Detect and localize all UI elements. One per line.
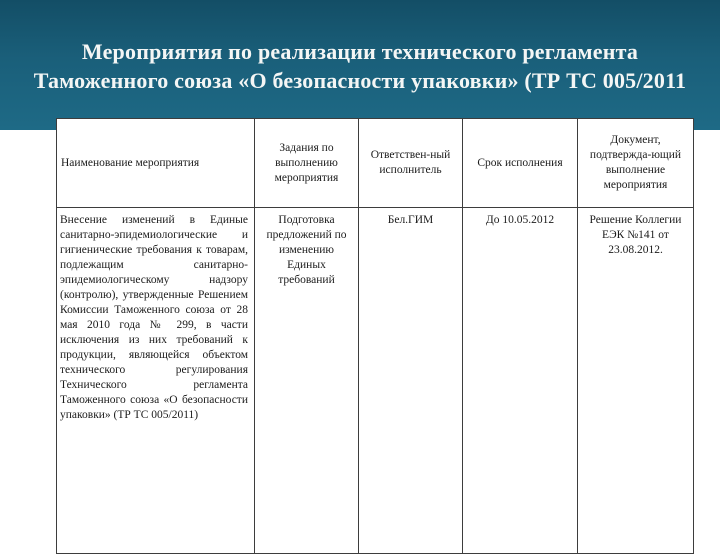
header-deadline: Срок исполнения: [463, 119, 578, 208]
cell-confirming-document: Решение Коллегии ЕЭК №141 от 23.08.2012.: [578, 208, 694, 554]
cell-measure-name: [57, 208, 255, 554]
cell-tasks: Подготовка предложений по изменению Единых требований: [255, 208, 359, 554]
header-responsible: Ответствен-ный исполнитель: [359, 119, 463, 208]
measures-table: [56, 118, 694, 554]
cell-responsible: Бел.ГИМ: [359, 208, 463, 554]
table-row: [57, 208, 694, 554]
cell-deadline: До 10.05.2012: [463, 208, 578, 554]
header-measure-name: Наименование мероприятия: [57, 119, 255, 208]
measure-name-text: Внесение изменений в Единые санитарно-эпидемиологические и гигиенические требования к товарам, подлежащим санитарно-эпидемиологическому надзору (контролю), утвержденные Решением Комиссии Таможенного союза от 28 мая 2010 года № 299, в части исключения из них требований к продукции, являющейся объектом технического регулирования Технического регламента Таможенного союза «О безопасности упаковки» (ТР ТС 005/2011): [60, 214, 248, 421]
slide-title: Мероприятия по реализации технического регламента Таможенного союза «О безопасности упаковки» (ТР ТС 005/2011: [33, 39, 687, 93]
header-tasks: Задания по выполнению мероприятия: [255, 119, 359, 208]
header-confirming-document: Документ, подтвержда-ющий выполнение мероприятия: [578, 119, 694, 208]
table-header-row: [57, 119, 694, 208]
